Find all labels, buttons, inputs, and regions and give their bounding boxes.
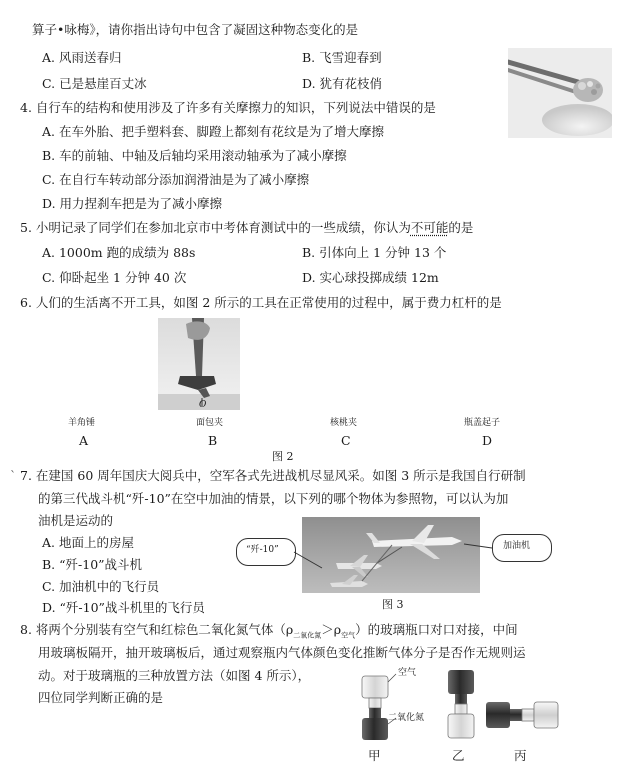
- q8-subscript-no2: 二氧化氮: [293, 631, 322, 640]
- q3-option-c: C. 已是悬崖百丈冰: [42, 76, 147, 91]
- setup-bing: [486, 702, 558, 728]
- label-no2: 二氧化氮: [388, 713, 425, 723]
- q5-option-d: D. 实心球投掷成绩 12m: [302, 270, 439, 285]
- q5-emphasis: 不可能: [410, 220, 449, 235]
- jet-callout-label: “歼-10”: [246, 545, 279, 555]
- q7-option-c: C. 加油机中的飞行员: [42, 579, 160, 594]
- q7-option-b: B. “歼-10”战斗机: [42, 557, 143, 572]
- q4-option-d: D. 用力捏刹车把是为了减小摩擦: [42, 196, 223, 211]
- q8-stem-line2: 用玻璃板隔开，抽开玻璃板后，通过观察瓶内气体颜色变化推断气体分子是否作无规则运: [38, 645, 526, 660]
- tool-letter-d: D: [482, 433, 493, 448]
- tool-name-b: 面包夹: [196, 418, 224, 428]
- q8-stem-line1: 8. 将两个分别装有空气和红棕色二氧化氮气体$(\rho_{二氧化氮}>\rho_{空气})$的玻璃瓶口对口对接，中间: [20, 622, 518, 640]
- jet-callout-pointer: [292, 540, 324, 570]
- margin-mark: `: [10, 468, 17, 483]
- setup-jia: [362, 674, 396, 740]
- setup-yi: [448, 670, 474, 738]
- q7-option-a: A. 地面上的房屋: [42, 535, 134, 550]
- q4-option-c: C. 在自行车转动部分添加润滑油是为了减小摩擦: [42, 172, 310, 187]
- tanker-callout-pointer: [462, 540, 494, 560]
- q8-subscript-air: 空气: [341, 631, 356, 640]
- q3-stem: 算子•咏梅》，请你指出诗句中包含了凝固这种物态变化的是: [32, 22, 359, 37]
- setup-label-yi: 乙: [452, 748, 465, 763]
- q3-option-b: B. 飞雪迎春到: [302, 50, 382, 65]
- figure-2-caption: 图 2: [272, 450, 294, 463]
- tool-name-c: 核桃夹: [330, 418, 358, 428]
- q5-option-a: A. 1000m 跑的成绩为 88s: [42, 245, 196, 260]
- tool-letter-c: C: [341, 433, 351, 448]
- bottle-setups-figure: [352, 664, 614, 756]
- q5-option-c: C. 仰卧起坐 1 分钟 40 次: [42, 270, 187, 285]
- fulcrum-label: O: [199, 400, 207, 410]
- setup-label-jia: 甲: [368, 748, 381, 763]
- setup-label-bing: 丙: [514, 748, 527, 763]
- q5-option-b: B. 引体向上 1 分钟 13 个: [302, 245, 447, 260]
- q3-option-d: D. 犹有花枝俏: [302, 76, 383, 91]
- q7-stem-line1: 7. 在建国 60 周年国庆大阅兵中，空军各式先进战机尽显风采。如图 3 所示是我国自行研制: [20, 468, 526, 483]
- tongs-food-photo: [508, 48, 612, 138]
- tanker-callout-label: 加油机: [503, 541, 531, 551]
- q4-stem: 4. 自行车的结构和使用涉及了许多有关摩擦力的知识，下列说法中错误的是: [20, 100, 436, 115]
- q8-stem-line3: 动。对于玻璃瓶的三种放置方法（如图 4 所示），: [38, 668, 311, 683]
- tool-letter-a: A: [79, 433, 89, 448]
- q8-stem-line4: 四位同学判断正确的是: [38, 690, 164, 705]
- q5-stem: 5. 小明记录了同学们在参加北京市中考体育测试中的一些成绩，你认为不可能的是: [20, 220, 474, 235]
- q7-stem-line2: 的第三代战斗机“歼-10”在空中加油的情景，以下列的哪个物体为参照物，可以认为加: [38, 491, 509, 506]
- claw-hammer-photo: [158, 318, 240, 410]
- q4-option-b: B. 车的前轴、中轴及后轴均采用滚动轴承为了减小摩擦: [42, 148, 347, 163]
- figure-3-caption: 图 3: [382, 598, 404, 611]
- tool-letter-b: B: [208, 433, 218, 448]
- label-air: 空气: [398, 668, 417, 678]
- q7-option-d: D. “歼-10”战斗机里的飞行员: [42, 600, 205, 615]
- q4-option-a: A. 在车外胎、把手塑料套、脚蹬上都刻有花纹是为了增大摩擦: [42, 124, 384, 139]
- q6-stem: 6. 人们的生活离不开工具，如图 2 所示的工具在正常使用的过程中，属于费力杠杆的是: [20, 295, 502, 310]
- q7-stem-line3: 油机是运动的: [38, 513, 114, 528]
- tool-name-a: 羊角锤: [68, 418, 96, 428]
- q3-option-a: A. 风雨送春归: [42, 50, 122, 65]
- tool-name-d: 瓶盖起子: [464, 418, 501, 428]
- aerial-refuelling-photo: [302, 517, 480, 593]
